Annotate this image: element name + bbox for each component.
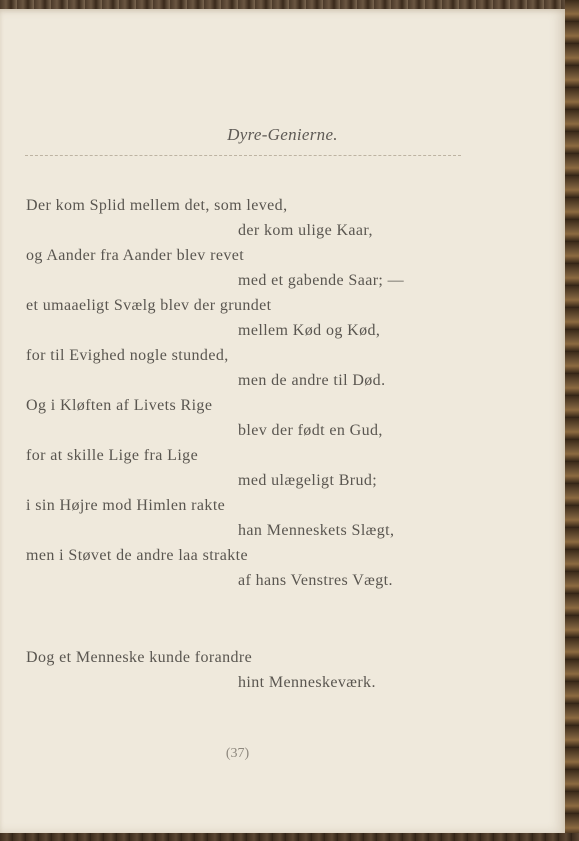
page-number: (37) — [225, 746, 250, 761]
poem-line: hint Menneskeværk. — [238, 674, 376, 691]
book-page — [0, 9, 565, 833]
running-header: Dyre-Genierne. — [227, 125, 338, 144]
poem-line: Dog et Menneske kunde forandre — [26, 649, 253, 666]
poem-line: der kom ulige Kaar, — [238, 222, 373, 239]
book-bottom-edge — [0, 833, 579, 841]
header-rule — [25, 155, 461, 156]
poem-line: mellem Kød og Kød, — [238, 322, 381, 339]
poem-line: og Aander fra Aander blev revet — [26, 247, 245, 264]
poem-line: i sin Højre mod Himlen rakte — [26, 497, 226, 514]
book-page-edges — [565, 0, 579, 841]
poem-line: for til Evighed nogle stunded, — [26, 347, 229, 364]
poem-line: med et gabende Saar; — — [238, 272, 405, 289]
poem-line: men i Støvet de andre laa strakte — [26, 547, 249, 564]
poem-line: for at skille Lige fra Lige — [26, 447, 199, 464]
poem-line: han Menneskets Slægt, — [238, 522, 395, 539]
poem-line: Der kom Splid mellem det, som leved, — [26, 197, 288, 214]
poem-line: med ulægeligt Brud; — [238, 472, 378, 489]
poem-line: blev der født en Gud, — [238, 422, 383, 439]
poem-line: men de andre til Død. — [238, 372, 386, 389]
poem-line: et umaaeligt Svælg blev der grundet — [26, 297, 272, 314]
poem-line: Og i Kløften af Livets Rige — [26, 397, 213, 414]
poem-line: af hans Venstres Vægt. — [238, 572, 393, 589]
